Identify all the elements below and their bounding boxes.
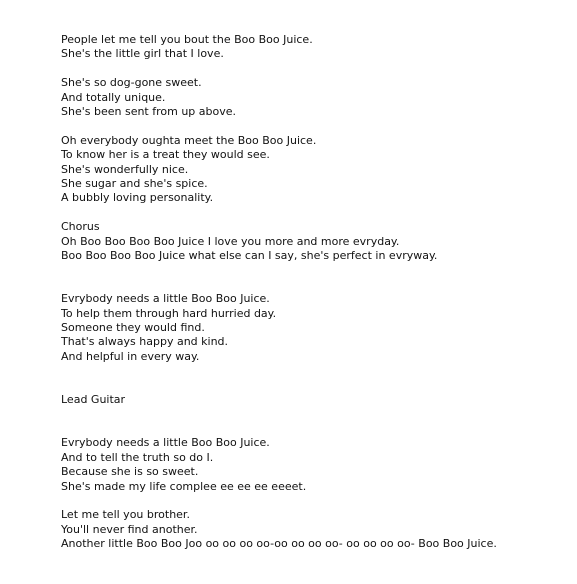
lyric-line: A bubbly loving personality. (61, 191, 214, 205)
lyric-line: You'll never find another. (61, 522, 198, 536)
lyric-line: And to tell the truth so do I. (61, 450, 214, 464)
lyric-line: To help them through hard hurried day. (61, 306, 277, 320)
lyric-line: And totally unique. (61, 90, 166, 104)
lyric-line: Oh everybody oughta meet the Boo Boo Juice. (61, 133, 317, 147)
stanza-verse-4 (61, 292, 566, 364)
stanza-outro (61, 508, 566, 551)
lyric-line: Oh Boo Boo Boo Boo Juice I love you more and more evryday. (61, 234, 400, 248)
lyric-line: She's been sent from up above. (61, 105, 237, 119)
lyric-line: She's so dog-gone sweet. (61, 76, 202, 90)
stanza-verse-2 (61, 76, 566, 119)
stanza-lead-guitar (61, 393, 566, 407)
stanza-gap (61, 263, 566, 292)
stanza-gap (61, 206, 566, 220)
section-heading-lead-guitar: Lead Guitar (61, 393, 126, 407)
stanza-gap (61, 119, 566, 133)
stanza-gap (61, 62, 566, 76)
lyric-line: Because she is so sweet. (61, 465, 199, 479)
lyric-line: That's always happy and kind. (61, 335, 229, 349)
stanza-verse-3 (61, 134, 566, 206)
stanza-chorus (61, 220, 566, 263)
stanza-gap (61, 494, 566, 508)
stanza-gap (61, 407, 566, 436)
stanza-verse-5 (61, 436, 566, 494)
lyric-line: She sugar and she's spice. (61, 177, 208, 191)
lyric-line: She's made my life complee ee ee ee eeeet. (61, 479, 307, 493)
lyric-line: Evrybody needs a little Boo Boo Juice. (61, 292, 270, 306)
lyric-line: Another little Boo Boo Joo oo oo oo oo-oo oo oo oo- oo oo oo oo- Boo Boo Juice. (61, 537, 497, 551)
lyric-line: Evrybody needs a little Boo Boo Juice. (61, 436, 270, 450)
lyric-line: Boo Boo Boo Boo Juice what else can I say, she's perfect in evryway. (61, 249, 438, 263)
lyric-line: Someone they would find. (61, 321, 205, 335)
stanza-verse-1 (61, 33, 566, 62)
section-heading-chorus: Chorus (61, 220, 100, 234)
lyric-line: She's the little girl that I love. (61, 47, 224, 61)
lyric-line: To know her is a treat they would see. (61, 148, 270, 162)
lyric-line: Let me tell you brother. (61, 508, 190, 522)
lyric-line: People let me tell you bout the Boo Boo Juice. (61, 33, 313, 46)
stanza-gap (61, 364, 566, 393)
lyric-line: She's wonderfully nice. (61, 162, 189, 176)
lyrics-text (61, 33, 566, 552)
lyric-line: And helpful in every way. (61, 349, 200, 363)
